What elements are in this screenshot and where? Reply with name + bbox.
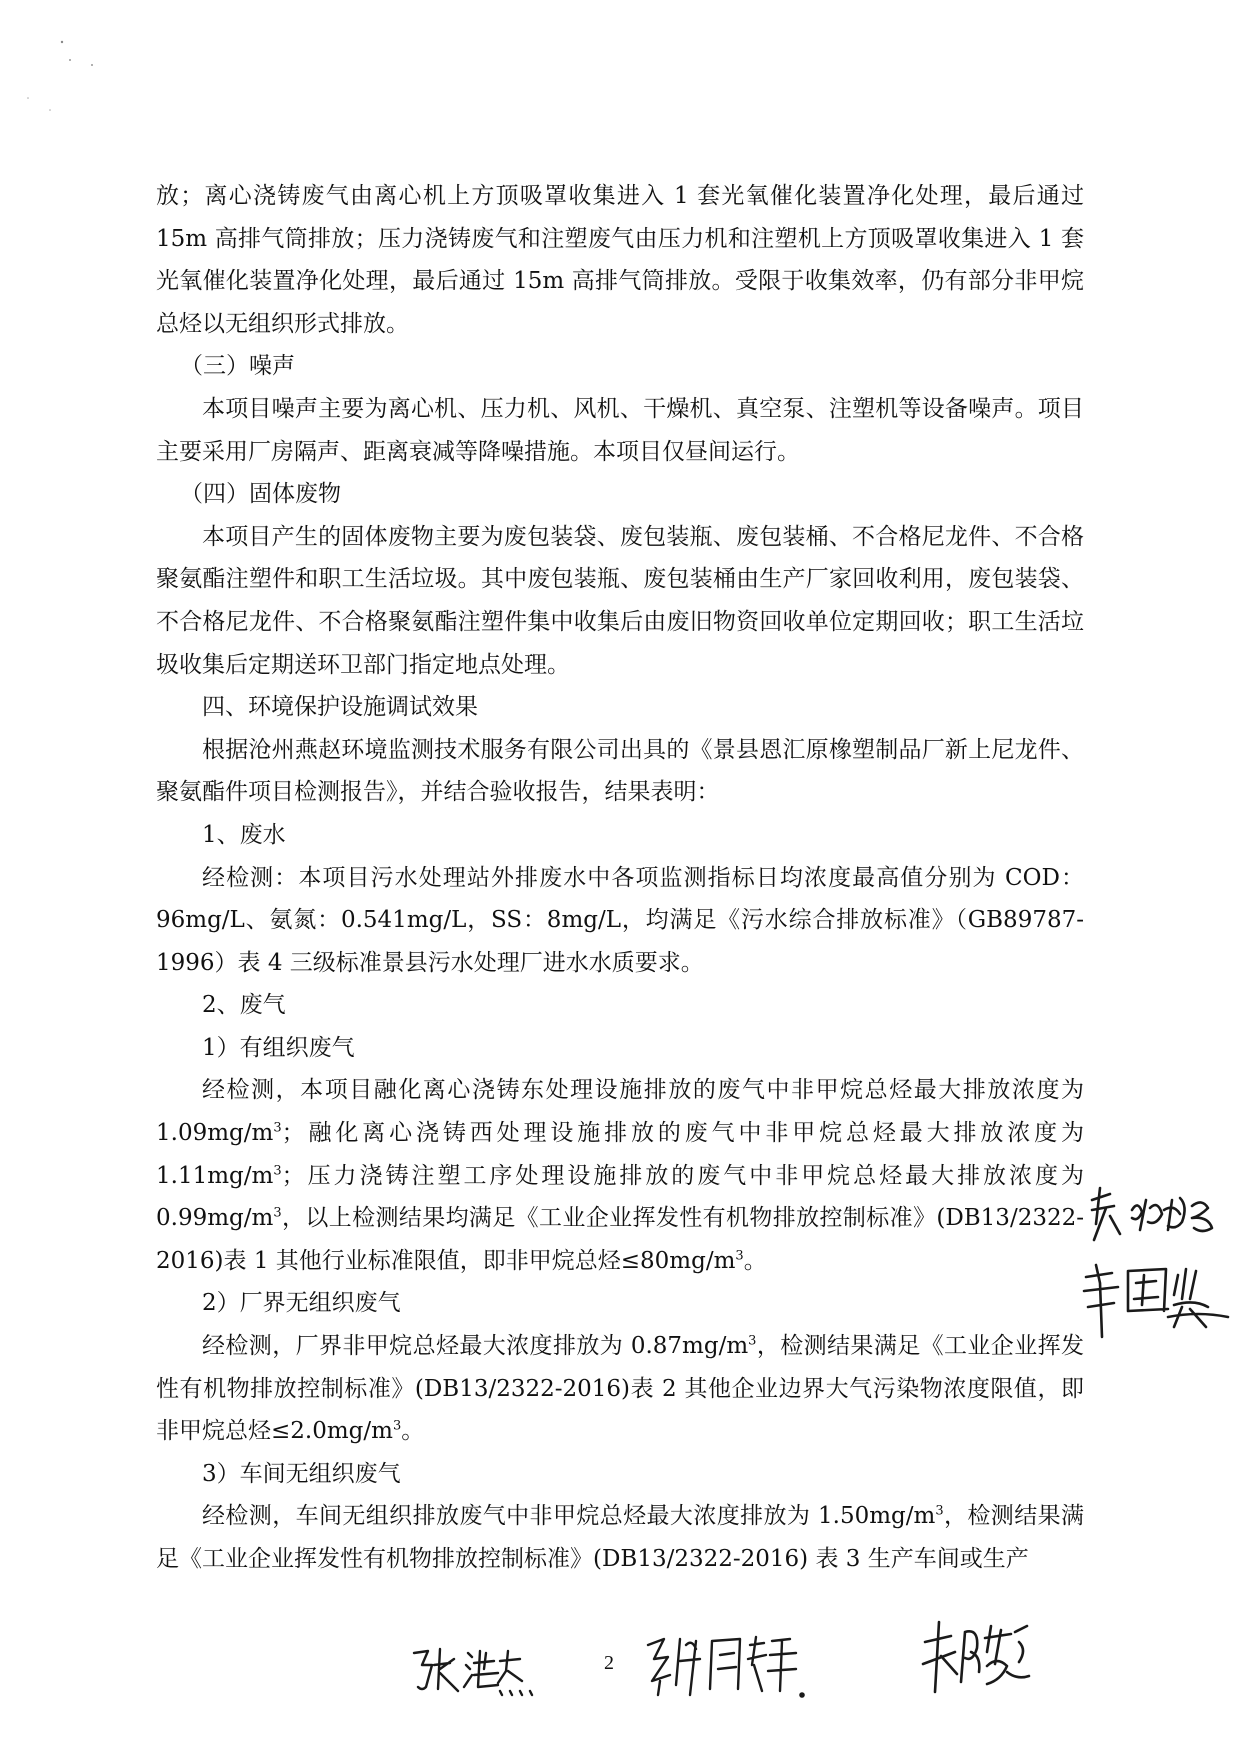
page-number: 2 (604, 1652, 614, 1674)
text-run: ；融化离心浇铸西处理设施排放的废气中非甲烷总烃最大排放浓度为 1.11mg/m (156, 1120, 1084, 1189)
signature-bottom-3 (915, 1612, 1045, 1702)
paragraph (156, 1495, 1084, 1580)
scan-specks (20, 20, 140, 140)
section-heading (156, 345, 1084, 388)
superscript: 3 (392, 1418, 402, 1434)
text-run: 2、废气 (202, 992, 286, 1019)
paragraph (156, 984, 1084, 1027)
paragraph (156, 686, 1084, 729)
superscript: 3 (748, 1333, 757, 1349)
text-run: 1）有组织废气 (202, 1034, 355, 1061)
paragraph (156, 175, 1084, 345)
superscript: 3 (935, 1503, 944, 1519)
text-run: 。 (401, 1418, 425, 1445)
section-heading (156, 473, 1084, 516)
text-run: 根据沧州燕赵环境监测技术服务有限公司出具的《景县恩汇原橡塑制品厂新上尼龙件、聚氨酯件项目检测报告》，并结合验收报告，结果表明： (156, 736, 1084, 806)
text-run: 3）车间无组织废气 (202, 1460, 401, 1487)
paragraph (156, 1069, 1084, 1282)
text-run: 经检测，本项目融化离心浇铸东处理设施排放的废气中非甲烷总烃最大排放浓度为 1.09mg/m (156, 1077, 1084, 1147)
body-text (156, 175, 1084, 1581)
paragraph (156, 1282, 1084, 1325)
text-run: 经检测，厂界非甲烷总烃最大浓度排放为 0.87mg/m (202, 1333, 749, 1360)
text-run: 本项目产生的固体废物主要为废包装袋、废包装瓶、废包装桶、不合格尼龙件、不合格聚氨酯注塑件和职工生活垃圾。其中废包装瓶、废包装桶由生产厂家回收利用，废包装袋、不合格尼龙件、不合格聚氨酯注塑件集中收集后由废旧物资回收单位定期回收；职工生活垃圾收集后定期送环卫部门指定地点处理。 (156, 523, 1084, 678)
text-run: 。 (743, 1247, 767, 1274)
text-run: 经检测，车间无组织排放废气中非甲烷总烃最大浓度排放为 1.50mg/m (202, 1503, 936, 1530)
text-run: 经检测：本项目污水处理站外排废水中各项监测指标日均浓度最高值分别为 COD：96mg/L、氨氮：0.541mg/L，SS：8mg/L，均满足《污水综合排放标准》（GB89787-1996）表 4 三级标准景县污水处理厂进水水质要求。 (156, 864, 1084, 976)
text-run: ；压力浇铸注塑工序处理设施排放的废气中非甲烷总烃最大排放浓度为 0.99mg/m (156, 1162, 1084, 1232)
text-run: 本项目噪声主要为离心机、压力机、风机、干燥机、真空泵、注塑机等设备噪声。项目主要采用厂房隔声、距离衰减等降噪措施。本项目仅昼间运行。 (156, 395, 1084, 465)
text-run: （三）噪声 (180, 353, 295, 380)
signature-right-2 (1078, 1255, 1238, 1345)
text-run: ，检测结果满足《工业企业挥发性有机物排放控制标准》(DB13/2322-2016)表 2 其他企业边界大气污染物浓度限值，即非甲烷总烃≤2.0mg/m (156, 1333, 1084, 1445)
signature-bottom-1 (408, 1635, 558, 1705)
text-run: （四）固体废物 (180, 481, 341, 508)
paragraph (156, 729, 1084, 814)
text-run: 1、废水 (202, 821, 286, 848)
superscript: 3 (273, 1120, 282, 1136)
paragraph (156, 1027, 1084, 1070)
paragraph (156, 1453, 1084, 1496)
text-run: 放；离心浇铸废气由离心机上方顶吸罩收集进入 1 套光氧催化装置净化处理，最后通过 15m 高排气筒排放；压力浇铸废气和注塑废气由压力机和注塑机上方顶吸罩收集进入 1 套光氧催化装置净化处理，最后通过 15m 高排气筒排放。受限于收集效率，仍有部分非甲烷总烃以无组织形式排放。 (156, 183, 1084, 337)
paragraph (156, 516, 1084, 686)
paragraph (156, 814, 1084, 857)
paragraph (156, 388, 1084, 473)
superscript: 3 (273, 1163, 282, 1178)
signature-bottom-2 (640, 1625, 810, 1705)
paragraph (156, 857, 1084, 985)
text-run: 2）厂界无组织废气 (202, 1290, 401, 1317)
text-run: ，以上检测结果均满足《工业企业挥发性有机物排放控制标准》(DB13/2322-2016)表 1 其他行业标准限值，即非甲烷总烃≤80mg/m (156, 1205, 1084, 1274)
paragraph (156, 1325, 1084, 1453)
signature-right-1 (1080, 1180, 1240, 1250)
superscript: 3 (735, 1248, 744, 1264)
superscript: 3 (273, 1205, 282, 1221)
text-run: 四、环境保护设施调试效果 (202, 694, 478, 721)
text-run: ，检测结果满足《工业企业挥发性有机物排放控制标准》(DB13/2322-2016) 表 3 生产车间或生产 (156, 1503, 1084, 1572)
